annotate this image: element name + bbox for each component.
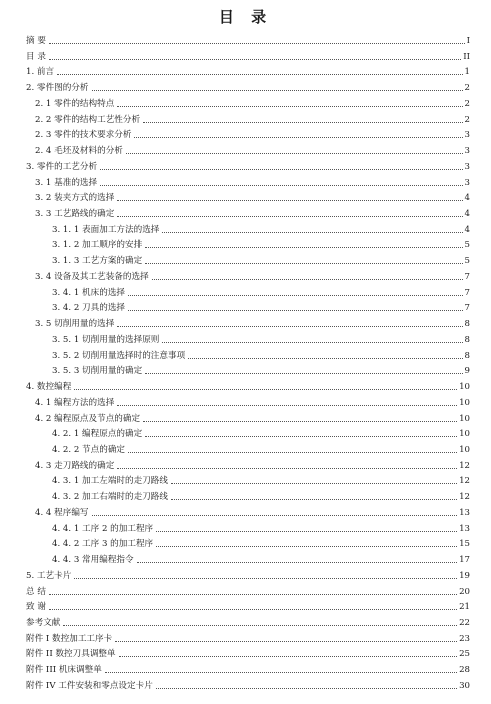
toc-entry-label: 4. 3. 1 加工左端时的走刀路线 <box>52 476 168 487</box>
toc-entry[interactable] <box>0 629 491 644</box>
toc-entry-label: 总 结 <box>26 586 46 597</box>
toc-entry[interactable] <box>0 440 491 455</box>
toc-entry[interactable] <box>0 346 491 361</box>
dot-leader <box>117 200 462 201</box>
dot-leader <box>143 421 457 422</box>
dot-leader <box>128 295 463 296</box>
toc-entry-label: 3. 5 切削用量的选择 <box>35 319 115 330</box>
toc-entry-label: 参考文献 <box>26 618 61 628</box>
toc-entry[interactable] <box>0 188 491 203</box>
toc-entry-page: 12 <box>459 460 470 471</box>
toc-entry-label: 3. 1. 3 工艺方案的确定 <box>52 256 143 267</box>
toc-entry-page: 22 <box>459 618 470 628</box>
dot-leader <box>63 625 457 626</box>
toc-entry-label: 2. 2 零件的结构工艺性分析 <box>35 114 141 125</box>
toc-entry[interactable] <box>0 62 491 77</box>
toc-entry-label: 附件 IV 工件安装和零点设定卡片 <box>26 680 153 691</box>
toc-entry-label: 3. 零件的工艺分析 <box>26 161 98 172</box>
toc-entry-page: 9 <box>464 366 470 377</box>
toc-entry[interactable] <box>0 47 491 62</box>
dot-leader <box>171 483 457 484</box>
toc-entry-page: 4 <box>464 209 470 220</box>
dot-leader <box>143 122 462 123</box>
toc-entry-page: 10 <box>459 444 470 455</box>
toc-entry-label: 4. 3 走刀路线的确定 <box>35 460 115 471</box>
toc-entry-label: 2. 4 毛坯及材料的分析 <box>35 146 123 157</box>
toc-entry-label: 4. 4. 2 工序 3 的加工程序 <box>52 539 154 550</box>
dot-leader <box>137 562 457 563</box>
dot-leader <box>117 326 462 327</box>
toc-entry-page: II <box>463 51 470 62</box>
toc-entry-page: 4 <box>464 224 470 235</box>
toc-entry-page: 12 <box>459 492 470 503</box>
toc-entry-page: 28 <box>459 665 470 676</box>
toc-entry-label: 4. 2. 2 节点的确定 <box>52 444 126 455</box>
toc-entry[interactable] <box>0 361 491 376</box>
toc-entry-label: 3. 5. 2 切削用量选择时的注意事项 <box>52 350 186 361</box>
dot-leader <box>74 578 457 579</box>
toc-entry-label: 4. 4. 1 工序 2 的加工程序 <box>52 523 154 534</box>
dot-leader <box>119 656 457 657</box>
toc-entry-page: 7 <box>464 271 470 282</box>
toc-entry[interactable] <box>0 204 491 219</box>
page-title: 目 录 <box>218 8 273 26</box>
toc-entry-label: 3. 1 基准的选择 <box>35 177 98 188</box>
toc-entry-page: 3 <box>464 146 470 157</box>
toc-entry[interactable] <box>0 173 491 188</box>
toc-entry-label: 3. 2 装夹方式的选择 <box>35 193 115 204</box>
toc-entry[interactable] <box>0 298 491 313</box>
toc-entry-page: 4 <box>464 193 470 204</box>
toc-entry[interactable] <box>0 582 491 597</box>
toc-entry-label: 4. 2 编程原点及节点的确定 <box>35 413 141 424</box>
dot-leader <box>115 641 457 642</box>
dot-leader <box>134 137 462 138</box>
toc-entry[interactable] <box>0 534 491 549</box>
dot-leader <box>145 263 462 264</box>
toc-entry-page: 7 <box>464 303 470 314</box>
toc-entry-page: 21 <box>459 602 470 613</box>
toc-entry[interactable] <box>0 220 491 235</box>
toc-entry-label: 致 谢 <box>26 602 46 613</box>
toc-entry[interactable] <box>0 110 491 125</box>
toc-entry[interactable] <box>0 94 491 109</box>
toc-entry-label: 3. 5. 3 切削用量的确定 <box>52 366 143 377</box>
dot-leader <box>162 232 462 233</box>
toc-entry[interactable] <box>0 487 491 502</box>
toc-entry[interactable] <box>0 676 491 691</box>
toc-entry-page: 3 <box>464 177 470 188</box>
toc-entry-page: 15 <box>459 539 470 550</box>
toc-entry-label: 摘 要 <box>26 36 46 46</box>
toc-entry-page: 3 <box>464 161 470 172</box>
toc-entry[interactable] <box>0 597 491 612</box>
dot-leader <box>128 452 457 453</box>
dot-leader <box>145 436 457 437</box>
toc-entry-label: 1. 前言 <box>26 67 55 78</box>
toc-entry-label: 4. 数控编程 <box>26 382 72 393</box>
dot-leader <box>126 153 463 154</box>
toc-entry-page: 20 <box>459 586 470 597</box>
toc-entry-label: 附件 II 数控刀具调整单 <box>26 649 116 660</box>
toc-entry[interactable] <box>0 644 491 659</box>
dot-leader <box>49 43 465 44</box>
toc-entry[interactable] <box>0 456 491 471</box>
toc-entry-page: 5 <box>464 240 470 251</box>
toc-entry[interactable] <box>0 314 491 329</box>
toc-entry-page: 17 <box>459 555 470 566</box>
dot-leader <box>57 74 462 75</box>
toc-entry-page: 5 <box>464 256 470 267</box>
toc-entry[interactable] <box>0 424 491 439</box>
toc-entry-page: 10 <box>459 382 470 393</box>
toc-entry-label: 3. 1. 2 加工顺序的安排 <box>52 240 143 251</box>
dot-leader <box>128 310 463 311</box>
toc-entry[interactable] <box>0 393 491 408</box>
dot-leader <box>100 185 462 186</box>
toc-entry[interactable] <box>0 157 491 172</box>
toc-entry-label: 2. 1 零件的结构特点 <box>35 98 115 109</box>
toc-entry-label: 4. 2. 1 编程原点的确定 <box>52 429 143 440</box>
toc-entry-label: 附件 III 机床调整单 <box>26 665 102 676</box>
toc-entry[interactable] <box>0 566 491 581</box>
dot-leader <box>145 247 462 248</box>
dot-leader <box>117 468 457 469</box>
dot-leader <box>171 499 457 500</box>
toc-entry[interactable] <box>0 251 491 266</box>
dot-leader <box>49 59 461 60</box>
toc-entry[interactable] <box>0 503 491 518</box>
dot-leader <box>156 531 457 532</box>
dot-leader <box>74 389 457 390</box>
toc-entry-page: 3 <box>464 130 470 141</box>
dot-leader <box>117 216 462 217</box>
toc-entry-page: 7 <box>464 287 470 298</box>
toc-entry-page: 8 <box>464 350 470 361</box>
dot-leader <box>145 373 462 374</box>
dot-leader <box>156 688 457 689</box>
dot-leader <box>100 169 462 170</box>
toc-entry[interactable] <box>0 330 491 345</box>
toc-entry-label: 3. 4. 2 刀具的选择 <box>52 303 126 314</box>
toc-entry-label: 3. 5. 1 切削用量的选择原则 <box>52 334 160 345</box>
toc-entry-page: 2 <box>464 114 470 125</box>
toc-entry-label: 2. 3 零件的技术要求分析 <box>35 130 132 141</box>
toc-entry-page: 10 <box>459 429 470 440</box>
toc-entry-page: 12 <box>459 476 470 487</box>
toc-entry[interactable] <box>0 377 491 392</box>
dot-leader <box>156 546 457 547</box>
toc-entry-page: 13 <box>459 523 470 534</box>
toc-entry[interactable] <box>0 550 491 565</box>
toc-entry-label: 4. 4. 3 常用编程指令 <box>52 555 134 566</box>
toc-entry-label: 3. 4. 1 机床的选择 <box>52 287 126 298</box>
toc-entry-page: 10 <box>459 397 470 408</box>
dot-leader <box>105 672 457 673</box>
toc-entry[interactable] <box>0 235 491 250</box>
dot-leader <box>162 342 462 343</box>
toc-entry-label: 附件 I 数控加工工序卡 <box>26 633 113 644</box>
toc-entry[interactable] <box>0 141 491 156</box>
toc-entry-page: 1 <box>464 67 470 78</box>
toc-entry-page: 25 <box>459 649 470 660</box>
toc-entry-page: 30 <box>459 680 470 691</box>
dot-leader <box>117 405 457 406</box>
toc-entry-label: 3. 3 工艺路线的确定 <box>35 209 115 220</box>
toc-entry-page: 2 <box>464 83 470 94</box>
toc-entry[interactable] <box>0 409 491 424</box>
toc-entry-label: 3. 1. 1 表面加工方法的选择 <box>52 224 160 235</box>
toc-entry-page: 19 <box>459 570 470 581</box>
toc-entry-page: 2 <box>464 98 470 109</box>
toc-entry[interactable] <box>0 78 491 93</box>
dot-leader <box>117 106 462 107</box>
dot-leader <box>152 279 463 280</box>
dot-leader <box>188 358 462 359</box>
toc-entry[interactable] <box>0 660 491 675</box>
toc-entry-label: 3. 4 设备及其工艺装备的选择 <box>35 271 149 282</box>
toc-entry-label: 4. 4 程序编写 <box>35 507 89 518</box>
dot-leader <box>49 594 457 595</box>
toc-entry-page: 23 <box>459 633 470 644</box>
toc-entry-page: 13 <box>459 507 470 518</box>
dot-leader <box>92 515 458 516</box>
toc-entry[interactable] <box>0 267 491 282</box>
dot-leader <box>92 90 463 91</box>
toc-entry-label: 5. 工艺卡片 <box>26 570 72 581</box>
toc-entry[interactable] <box>0 283 491 298</box>
toc-entry[interactable] <box>0 31 491 46</box>
toc-entry-label: 目 录 <box>26 51 46 62</box>
toc-entry[interactable] <box>0 613 491 628</box>
dot-leader <box>49 609 457 610</box>
toc-entry-page: I <box>466 36 470 46</box>
toc-entry[interactable] <box>0 125 491 140</box>
toc-entry-label: 2. 零件图的分析 <box>26 83 89 94</box>
toc-entry-page: 8 <box>464 319 470 330</box>
toc-entry[interactable] <box>0 471 491 486</box>
toc-entry-label: 4. 3. 2 加工右端时的走刀路线 <box>52 492 168 503</box>
toc-entry-page: 8 <box>464 334 470 345</box>
toc-entry[interactable] <box>0 519 491 534</box>
toc-entry-label: 4. 1 编程方法的选择 <box>35 397 115 408</box>
toc-entry-page: 10 <box>459 413 470 424</box>
